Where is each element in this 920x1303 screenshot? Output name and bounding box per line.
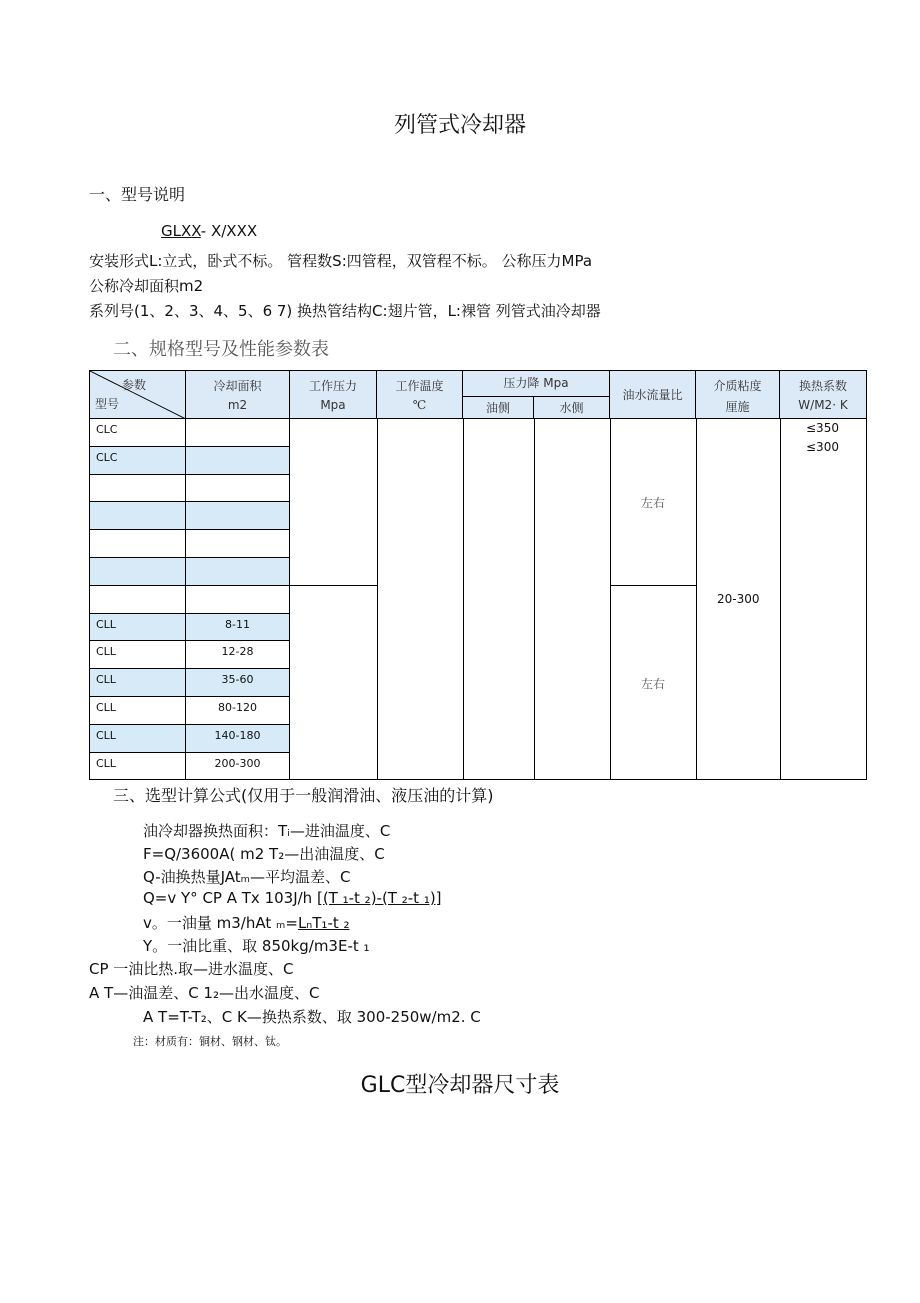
table-row-area [186,586,290,614]
table-row-model: CLL [90,725,186,753]
header-drop-label: 压力降 Mpa [463,371,609,397]
table-row-model: CLC [90,419,186,447]
table-row-area [186,447,290,475]
header-model: 型号 [95,397,120,411]
formula-4b: [(T ₁-t ₂)-(T ₂-t ₁)] [316,889,442,907]
ratio-top: 左右 [641,496,666,510]
formula-line-2: F=Q/3600A( m2 T₂—出油温度、C [143,845,385,863]
formula-4a: Q=v Y° CP A Tx 103J/h [143,889,317,907]
table-row-area: 8-11 [186,614,290,642]
ratio-merge-line [610,585,696,586]
header-area [186,371,290,419]
table-row-area [186,558,290,586]
formula-line-1: 油冷却器换热面积：Tᵢ—进油温度、C [143,822,391,840]
col-line-water [534,419,535,779]
col-line-coef [780,419,781,779]
page-title: 列管式冷却器 [393,113,526,138]
col-line-ratio [610,419,611,779]
table-row-area: 35-60 [186,669,290,697]
table-row-area [186,419,290,447]
table-row-model [90,558,186,586]
table-row-model: CLL [90,697,186,725]
formula-line-8: A T—油温差、C 1₂—出水温度、C [89,984,320,1002]
header-drop-oil: 油侧 [463,397,534,419]
header-coef-unit: W/M2· K [798,398,848,412]
table-row-area: 200-300 [186,753,290,781]
coef-value-2: ≤300 [806,440,839,454]
header-coefficient [780,371,866,419]
header-temperature [377,371,463,419]
ratio-bottom: 左右 [641,677,666,691]
table-row-area: 12-28 [186,641,290,669]
section2-heading: 二、规格型号及性能参数表 [113,339,329,360]
model-desc-line2: 公称冷却面积m2 [89,277,204,295]
table-row-area: 80-120 [186,697,290,725]
formula-line-4 [143,889,442,907]
header-ratio-label: 油水流量比 [622,388,683,402]
table-row-area [186,502,290,530]
header-pressure-label: 工作压力 [308,379,357,393]
header-drop-water: 水侧 [559,401,584,415]
header-param: 参数 [122,378,147,392]
section4-heading: GLC型冷却器尺寸表 [360,1073,560,1098]
coef-value-1: ≤350 [806,421,839,435]
table-row-model: CLL [90,669,186,697]
header-coef-label: 换热系数 [798,379,847,393]
header-pressure-drop [463,371,610,419]
formula-line-3: Q-油换热量JAtₘ—平均温差、C [143,868,351,886]
formula-5b: LₙT₁-t ₂ [297,914,350,932]
formula-line-7: CP 一油比热.取—进水温度、C [89,960,294,978]
table-row-model [90,475,186,503]
model-desc-line1: 安装形式L:立式，卧式不标。 管程数S:四管程，双管程不标。 公称压力MPa [89,252,593,270]
col-line-temp [377,419,378,779]
table-row-model [90,502,186,530]
col-line-visc [696,419,697,779]
table-row-area [186,530,290,558]
header-pressure-unit: Mpa [320,398,346,412]
header-pressure [290,371,377,419]
table-row-area [186,475,290,503]
parameter-table [89,370,867,780]
section1-heading: 一、型号说明 [89,185,186,204]
header-diagonal-cell [90,371,186,419]
table-row-model: CLL [90,614,186,642]
pressure-merge-line [290,585,377,586]
header-visc-unit: 厘施 [725,400,750,414]
model-code [161,222,257,240]
model-desc-line3: 系列号(1、2、3、4、5、6 7) 换热管结构C:翅片管，L:裸管 列管式油冷却器 [89,302,601,320]
table-row-model: CLL [90,641,186,669]
model-code-suffix: - X/XXX [200,222,258,240]
header-viscosity [696,371,780,419]
header-flow-ratio [610,371,696,419]
table-row-model: CLC [90,447,186,475]
header-area-label: 冷却面积 [213,379,262,393]
material-note: 注：材质有：铜材、钢材、钛。 [133,1035,287,1048]
model-code-prefix: GLXX [161,222,201,240]
table-row-model: CLL [90,753,186,781]
col-line-drop [463,419,464,779]
formula-line-6: Y。一油比重、取 850kg/m3E-t ₁ [143,937,370,955]
header-temp-label: 工作温度 [395,379,444,393]
header-visc-label: 介质粘度 [713,379,762,393]
formula-5a: v。一油量 m3/hAt ₘ= [143,914,298,932]
header-area-unit: m2 [227,398,248,412]
section3-heading: 三、选型计算公式(仅用于一般润滑油、液压油的计算) [113,786,494,805]
header-temp-unit: ℃ [412,398,427,412]
table-row-area: 140-180 [186,725,290,753]
formula-line-5 [143,912,350,933]
table-row-model [90,530,186,558]
formula-line-9: A T=T-T₂、C K—换热系数、取 300-250w/m2. C [143,1008,481,1026]
viscosity-value: 20-300 [717,592,760,606]
table-row-model [90,586,186,614]
